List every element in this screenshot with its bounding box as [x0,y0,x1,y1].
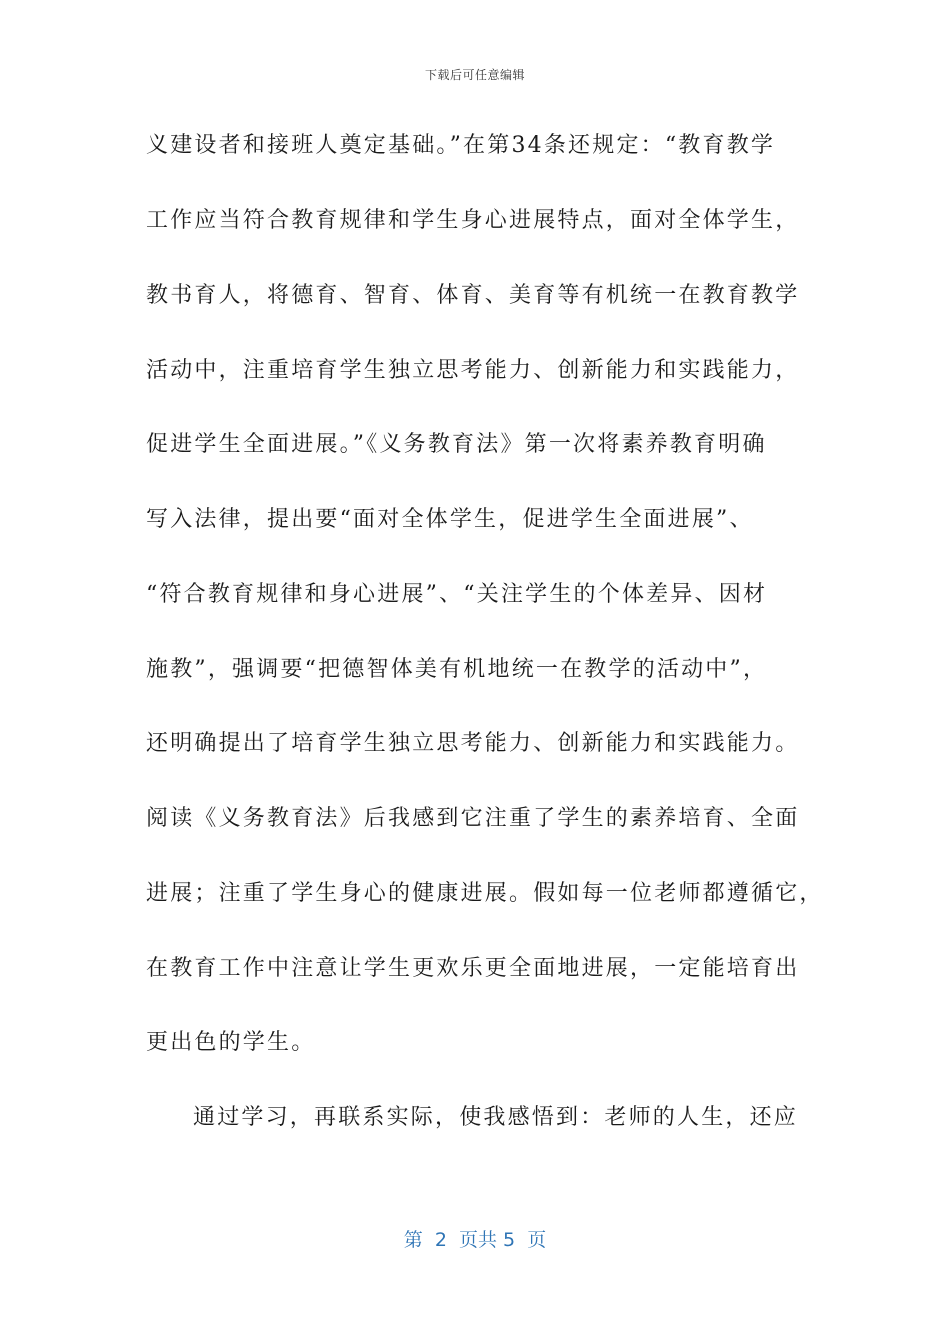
body-line: 活动中，注重培育学生独立思考能力、创新能力和实践能力， [146,358,800,383]
body-line: “符合教育规律和身心进展”、“关注学生的个体差异、因材 [146,582,768,607]
body-line-indented: 通过学习，再联系实际，使我感悟到：老师的人生，还应 [193,1105,799,1130]
body-line: 阅读《义务教育法》后我感到它注重了学生的素养培育、全面 [146,806,800,831]
page-number-footer: 第 2 页共 5 页 [403,1229,547,1251]
body-line: 在教育工作中注意让学生更欢乐更全面地进展，一定能培育出 [146,956,800,981]
body-line: 施教”，强调要“把德智体美有机地统一在教学的活动中”， [146,657,768,682]
body-line: 义建设者和接班人奠定基础。”在第34条还规定：“教育教学 [146,133,776,158]
body-line: 更出色的学生。 [146,1030,316,1055]
body-line: 进展；注重了学生身心的健康进展。假如每一位老师都遵循它， [146,881,824,906]
page-header: 下载后可任意编辑 [424,68,525,82]
body-line: 写入法律，提出要“面对全体学生，促进学生全面进展”、 [146,507,754,532]
body-line: 教书育人，将德育、智育、体育、美育等有机统一在教育教学 [146,283,800,308]
body-line: 还明确提出了培育学生独立思考能力、创新能力和实践能力。 [146,731,800,756]
body-line: 促进学生全面进展。”《义务教育法》第一次将素养教育明确 [146,432,767,457]
body-line: 工作应当符合教育规律和学生身心进展特点，面对全体学生， [146,208,800,233]
